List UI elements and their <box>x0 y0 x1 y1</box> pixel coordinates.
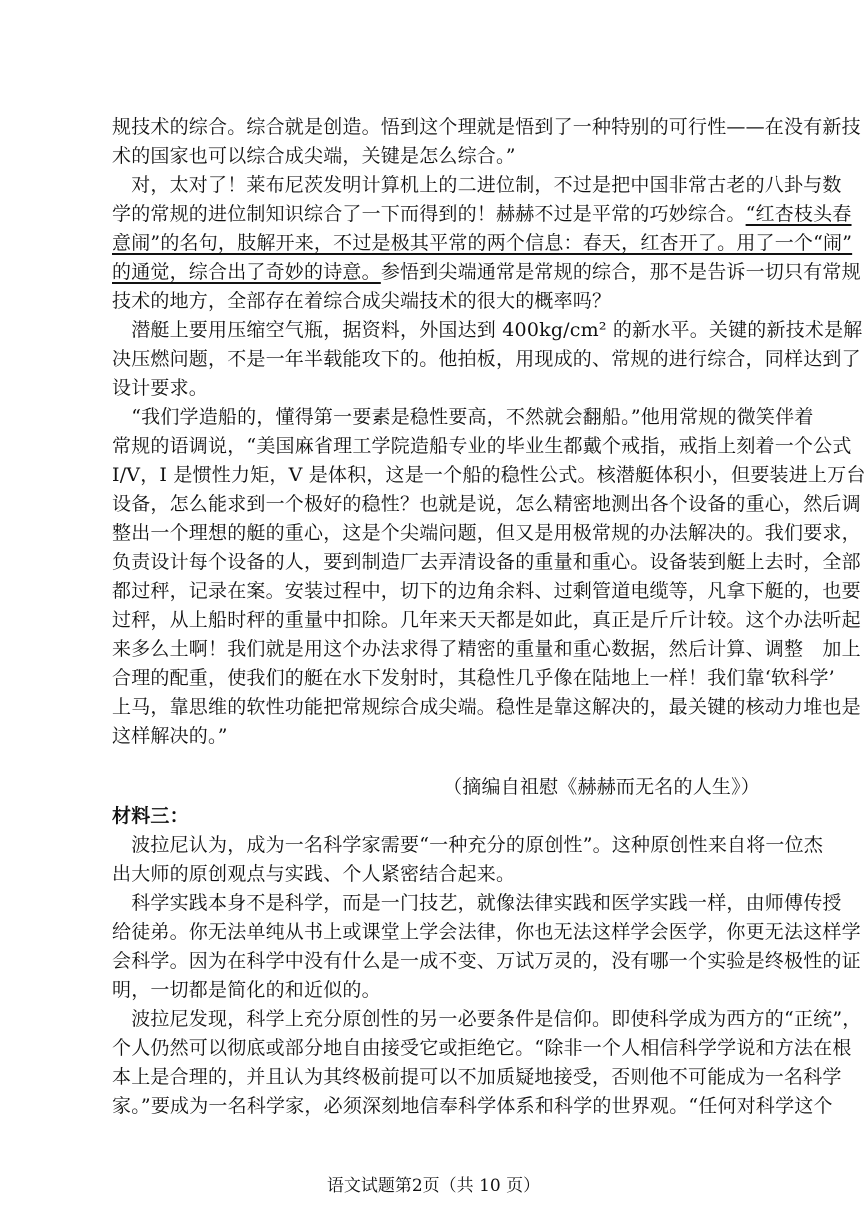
text-line: I/V，I 是惯性力矩，V 是体积，这是一个船的稳性公式。核潜艇体积小，但要装进上万台 <box>112 464 866 486</box>
text-line <box>112 203 852 225</box>
text-line: 术的国家也可以综合成尖端，关键是怎么综合。” <box>112 145 516 167</box>
text-line: 过秤，从上船时秤的重量中扣除。几年来天天都是如此，真正是斤斤计较。这个办法听起 <box>112 609 861 631</box>
text-line: 技术的地方，全部存在着综合成尖端技术的很大的概率吗？ <box>112 290 612 312</box>
text-line: 本上是合理的，并且认为其终极前提可以不加质疑地接受，否则他不可能成为一名科学 <box>112 1066 842 1088</box>
material-two-body <box>112 116 866 756</box>
text-line: 合理的配重，使我们的艇在水下发射时，其稳性几乎像在陆地上一样！我们靠‘软科学’ <box>112 667 835 689</box>
text-line: 设备，怎么能求到一个极好的稳性？也就是说，怎么精密地测出各个设备的重心，然后调 <box>112 493 861 515</box>
text-line: 负责设计每个设备的人，要到制造厂去弄清设备的重量和重心。设备装到艇上去时，全部 <box>112 551 861 573</box>
text-line: 波拉尼发现，科学上充分原创性的另一必要条件是信仰。即使科学成为西方的“正统”， <box>112 1008 862 1030</box>
text-line: 这样解决的。” <box>112 725 228 747</box>
text-line: 整出一个理想的艇的重心，这是个尖端问题，但又是用极常规的办法解决的。我们要求， <box>112 522 861 544</box>
text-line: 上马，靠思维的软性功能把常规综合成尖端。稳性是靠这解决的，最关键的核动力堆也是 <box>112 696 861 718</box>
underlined-text: “红杏枝头春 <box>745 203 852 225</box>
material-three <box>112 805 862 1126</box>
page-footer: 语文试题第2页（共 10 页） <box>326 1176 541 1196</box>
text-line: 来多么土啊！我们就是用这个办法求得了精密的重量和重心数据，然后计算、调整 加上 <box>112 638 861 660</box>
text-line: 都过秤，记录在案。安装过程中，切下的边角余料、过剩管道电缆等，凡拿下艇的，也要 <box>112 580 861 602</box>
text-line: 科学实践本身不是科学，而是一门技艺，就像法律实践和医学实践一样，由师傅传授 <box>112 892 842 914</box>
text-line: “我们学造船的，懂得第一要素是稳性要高，不然就会翻船。”他用常规的微笑伴着 <box>112 406 814 428</box>
text-segment: 学的常规的进位制知识综合了一下而得到的！赫赫不过是平常的巧妙综合。 <box>112 203 746 225</box>
text-line: 会科学。因为在科学中没有什么是一成不变、万试万灵的，没有哪一个实验是终极性的证 <box>112 950 861 972</box>
text-line: 决压燃问题，不是一年半载能攻下的。他拍板，用现成的、常规的进行综合，同样达到了 <box>112 348 861 370</box>
text-line: 对，太对了！莱布尼茨发明计算机上的二进位制，不过是把中国非常古老的八卦与数 <box>112 174 842 196</box>
text-line: 设计要求。 <box>112 377 209 399</box>
text-segment: 参悟到尖端通常是常规的综合，那不是告诉一切只有常规 <box>380 261 861 283</box>
text-line: 家。”要成为一名科学家，必须深刻地信奉科学体系和科学的世界观。“任何对科学这个 <box>112 1095 833 1117</box>
text-line: 波拉尼认为，成为一名科学家需要“一种充分的原创性”。这种原创性来自将一位杰 <box>112 834 824 856</box>
underlined-line: 意闹”的名句，肢解开来，不过是极其平常的两个信息：春天，红杏开了。用了一个“闹” <box>112 232 853 254</box>
text-line: 给徒弟。你无法单纯从书上或课堂上学会法律，你也无法这样学会医学，你更无法这样学 <box>112 921 861 943</box>
text-line: 个人仍然可以彻底或部分地自由接受它或拒绝它。“除非一个人相信科学学说和方法在根 <box>112 1037 852 1059</box>
source-citation: （摘编自祖慰《赫赫而无名的人生》） <box>443 776 760 798</box>
text-line: 常规的语调说，“美国麻省理工学院造船专业的毕业生都戴个戒指，戒指上刻着一个公式 <box>112 435 852 457</box>
text-line: 潜艇上要用压缩空气瓶，据资料，外国达到 400kg/cm² 的新水平。关键的新技术是解 <box>112 319 863 341</box>
underlined-text: 的通觉，综合出了奇妙的诗意。 <box>112 261 381 283</box>
section-heading: 材料三： <box>112 805 189 827</box>
text-line <box>112 261 861 283</box>
text-line: 出大师的原创观点与实践、个人紧密结合起来。 <box>112 863 516 885</box>
text-line: 明，一切都是简化的和近似的。 <box>112 979 381 1001</box>
source-block <box>112 778 760 797</box>
text-line: 规技术的综合。综合就是创造。悟到这个理就是悟到了一种特别的可行性——在没有新技 <box>112 116 861 138</box>
